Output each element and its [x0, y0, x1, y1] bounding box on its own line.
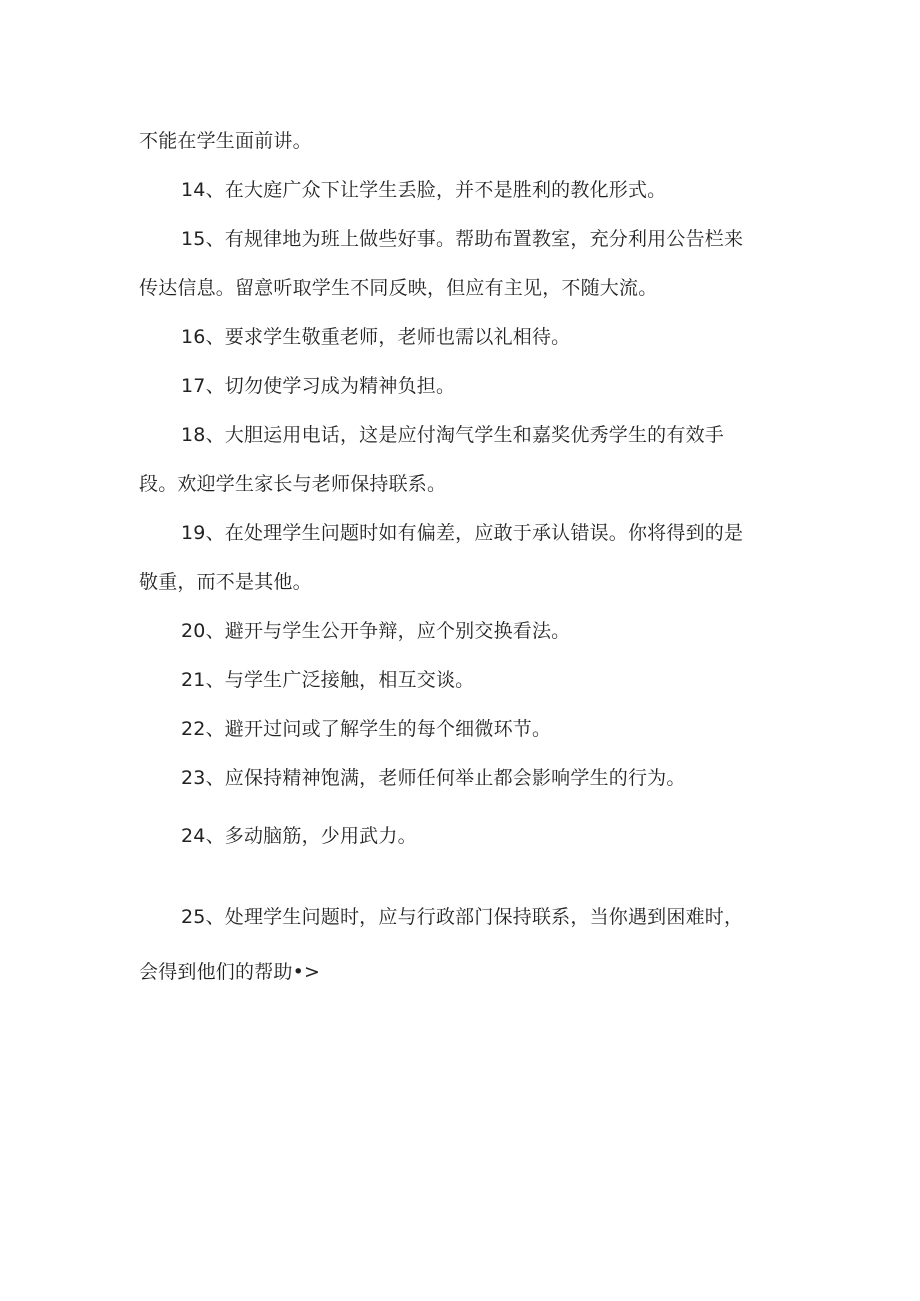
list-item-20: 20、避开与学生公开争辩，应个别交换看法。 — [181, 620, 571, 642]
list-item-18: 18、大胆运用电话，这是应付淘气学生和嘉奖优秀学生的有效手 — [181, 424, 724, 446]
list-item-23: 23、应保持精神饱满，老师任何举止都会影响学生的行为。 — [181, 767, 686, 789]
list-item-19-continuation: 敬重，而不是其他。 — [139, 571, 312, 593]
list-item-22: 22、避开过问或了解学生的每个细微环节。 — [181, 718, 552, 740]
list-item-25-continuation: 会得到他们的帮助•> — [139, 961, 321, 983]
list-item-16: 16、要求学生敬重老师，老师也需以礼相待。 — [181, 326, 571, 348]
list-item-14: 14、在大庭广众下让学生丢脸，并不是胜利的教化形式。 — [181, 179, 667, 201]
list-item-24: 24、多动脑筋，少用武力。 — [181, 825, 417, 847]
list-item-17: 17、切勿使学习成为精神负担。 — [181, 375, 456, 397]
text-line-continuation-13: 不能在学生面前讲。 — [139, 130, 312, 152]
list-item-19: 19、在处理学生问题时如有偏差，应敢于承认错误。你将得到的是 — [181, 522, 744, 544]
list-item-25: 25、处理学生问题时，应与行政部门保持联系，当你遇到困难时， — [181, 906, 744, 928]
list-item-15-continuation: 传达信息。留意听取学生不同反映，但应有主见，不随大流。 — [139, 277, 658, 299]
list-item-15: 15、有规律地为班上做些好事。帮助布置教室，充分利用公告栏来 — [181, 228, 744, 250]
list-item-21: 21、与学生广泛接触，相互交谈。 — [181, 669, 475, 691]
list-item-18-continuation: 段。欢迎学生家长与老师保持联系。 — [139, 473, 447, 495]
